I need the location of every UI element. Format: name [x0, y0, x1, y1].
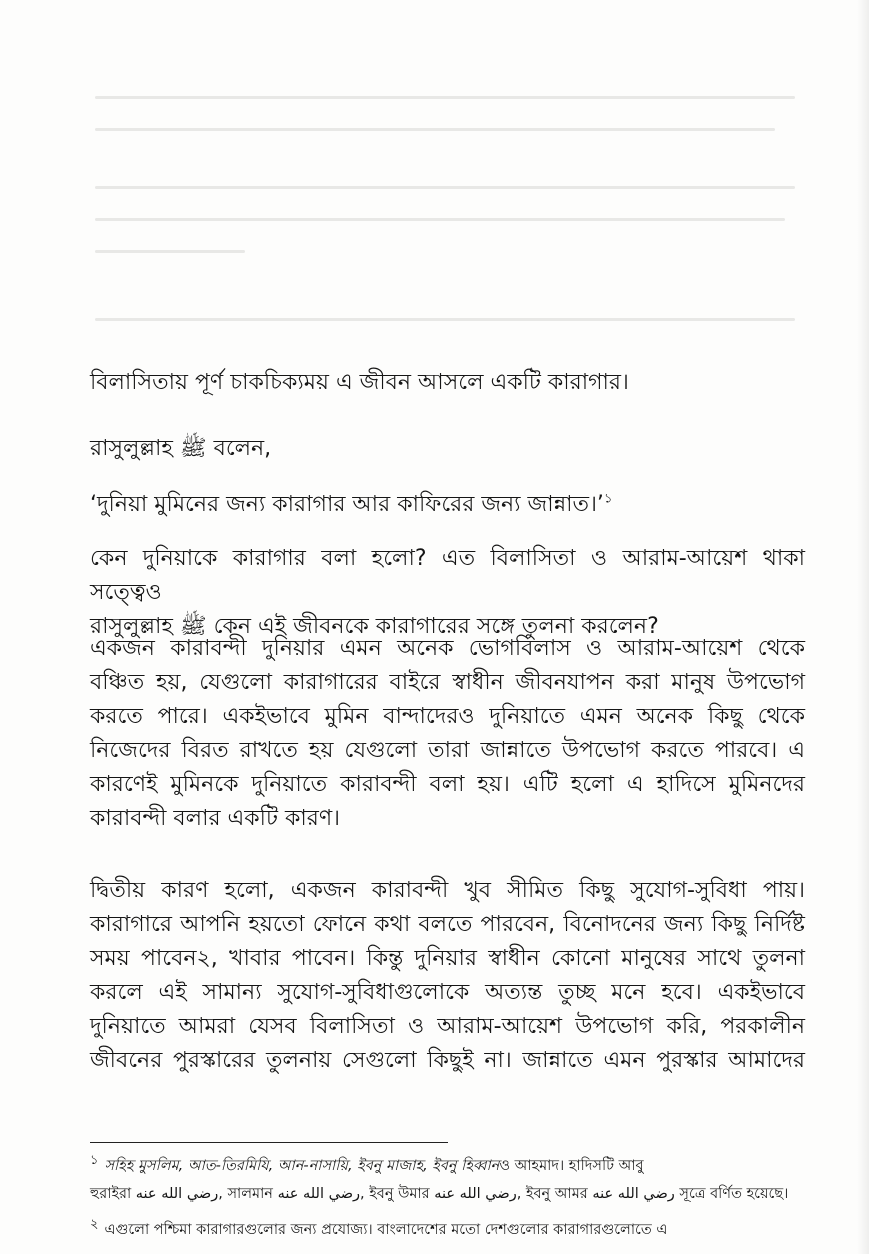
text-line: সময় পাবেন২, খাবার পাবেন। কিন্তু দুনিয়ার স্বাধীন কোনো মানুষের সাথে তুলনা: [90, 946, 805, 971]
quote-text: ‘দুনিয়া মুমিনের জন্য কারাগার আর কাফিরের জন্য জান্নাত।’: [90, 492, 604, 517]
text-line: করলে এই সামান্য সুযোগ-সুবিধাগুলোকে অত্যন্ত তুচ্ছ মনে হবে। একইভাবে: [90, 980, 805, 1005]
footnote-1-sources: সহিহ মুসলিম, আত-তিরমিযি, আন-নাসায়ি, ইবনু মাজাহ, ইবনু হিব্বান: [104, 1158, 500, 1174]
bleed-through-line: [95, 318, 795, 321]
text-line: নিজেদের বিরত রাখতে হয় যেগুলো তারা জান্নাতে উপভোগ করতে পারবে। এ: [90, 738, 805, 763]
quote-line: [90, 488, 805, 522]
footnote-1-rest: ও আহমাদ। হাদিসটি আবু: [499, 1158, 644, 1174]
bleed-through-line: [95, 128, 775, 131]
text-line: কেন দুনিয়াকে কারাগার বলা হলো? এত বিলাসিতা ও আরাম-আয়েশ থাকা সত্ত্বেও: [90, 546, 805, 605]
footnote-1-number: ১: [90, 1153, 99, 1169]
paragraph-second-reason: [90, 874, 805, 1078]
text-line: করতে পারে। একইভাবে মুমিন বান্দাদেরও দুনিয়াতে এমন অনেক কিছু থেকে: [90, 704, 805, 729]
footnote-1: [90, 1154, 810, 1178]
text-line: জীবনের পুরস্কারের তুলনায় সেগুলো কিছুই না। জান্নাতে এমন পুরস্কার আমাদের: [90, 1048, 805, 1073]
footnote-2-number: ২: [90, 1217, 99, 1233]
text-line: একজন কারাবন্দী দুনিয়ার এমন অনেক ভোগবিলাস ও আরাম-আয়েশ থেকে: [90, 636, 805, 661]
text-line: রাসুলুল্লাহ ﷺ বলেন,: [90, 436, 272, 461]
text-line: দ্বিতীয় কারণ হলো, একজন কারাবন্দী খুব সীমিত কিছু সুযোগ-সুবিধা পায়।: [90, 878, 805, 903]
footnote-2-text: এগুলো পশ্চিমা কারাগারগুলোর জন্য প্রযোজ্য। বাংলাদেশের মতো দেশগুলোর কারাগারগুলোতে এ: [104, 1222, 668, 1238]
text-line: রাসুলুল্লাহ ﷺ কেন এই জীবনকে কারাগারের সঙ্গে তুলনা করলেন?: [90, 614, 659, 639]
paragraph-prophet-said: [90, 432, 805, 466]
page-edge-shadow: [857, 0, 869, 1254]
paragraph-intro: [90, 366, 805, 400]
text-line: কারাগারে আপনি হয়তো ফোনে কথা বলতে পারবেন, বিনোদনের জন্য কিছু নির্দিষ্ট: [90, 912, 805, 937]
bleed-through-line: [95, 218, 785, 221]
bleed-through-line: [95, 186, 795, 189]
hadith-quote: [90, 488, 805, 522]
footnote-ref-1[interactable]: ১: [603, 491, 613, 507]
footnote-2: [90, 1218, 810, 1242]
footnote-1-line-2: হুরাইরা رضي الله عنه, সালমান رضي الله عنه, ইবনু উমার رضي الله عنه, ইবনু আমর رضي الله عنه সূত্রে বর্ণিত হয়েছে।: [90, 1186, 789, 1202]
text-line: বঞ্চিত হয়, যেগুলো কারাগারের বাইরে স্বাধীন জীবনযাপন করা মানুষ উপভোগ: [90, 670, 805, 695]
text-line: কারণেই মুমিনকে দুনিয়াতে কারাবন্দী বলা হয়। এটি হলো এ হাদিসে মুমিনদের: [90, 772, 805, 797]
bleed-through-line: [95, 250, 245, 253]
paragraph-first-reason: [90, 632, 805, 836]
footnote-separator: [90, 1142, 448, 1143]
text-line: বিলাসিতায় পূর্ণ চাকচিক্যময় এ জীবন আসলে একটি কারাগার।: [90, 370, 629, 395]
bleed-through-line: [95, 96, 795, 99]
text-line: কারাবন্দী বলার একটি কারণ।: [90, 806, 340, 831]
paragraph-question: [90, 542, 805, 644]
text-line: দুনিয়াতে আমরা যেসব বিলাসিতা ও আরাম-আয়েশ উপভোগ করি, পরকালীন: [90, 1014, 805, 1039]
footnote-1-continued: [90, 1182, 810, 1206]
